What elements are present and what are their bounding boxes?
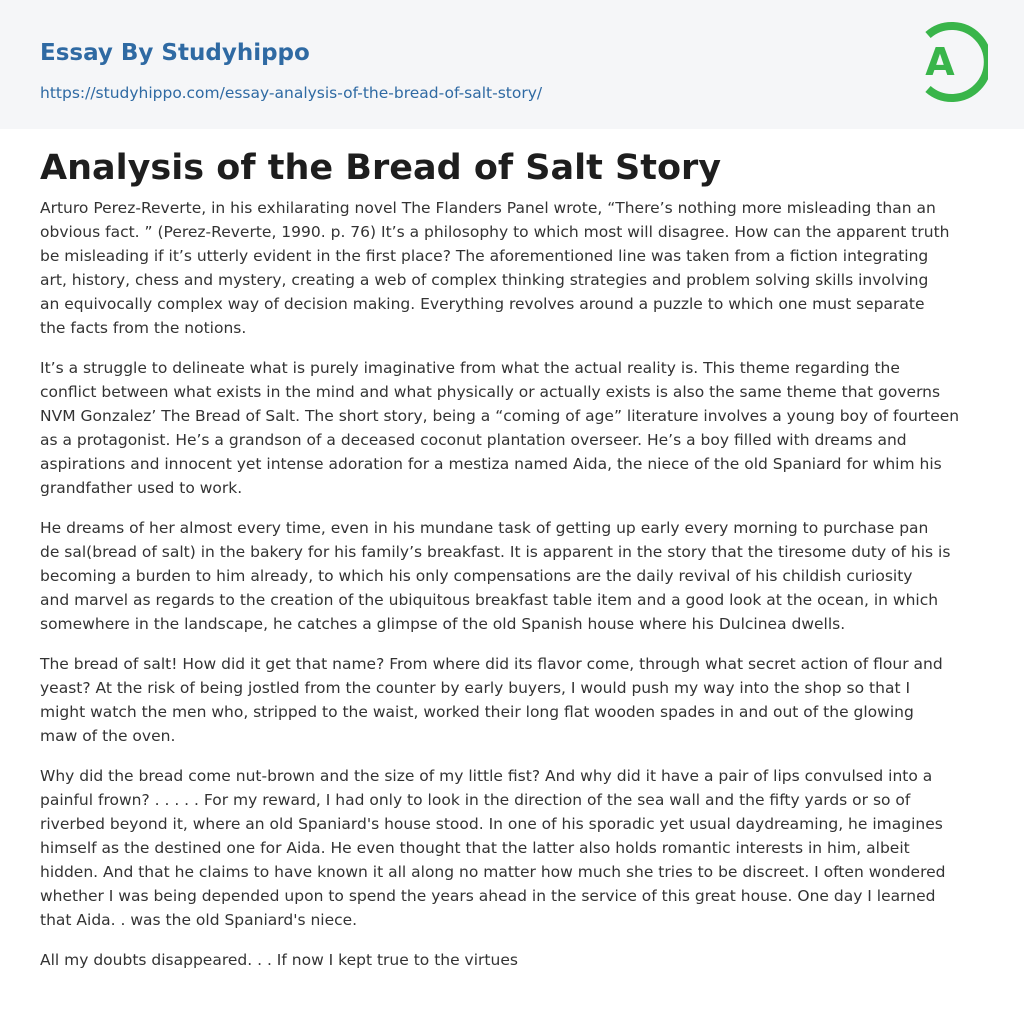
brand-title[interactable]: Essay By Studyhippo <box>40 40 310 66</box>
essay-paragraph <box>40 516 986 636</box>
essay-body <box>40 196 990 972</box>
paragraph-line: maw of the oven. <box>40 727 176 745</box>
paragraph-line: might watch the men who, stripped to the waist, worked their long flat wooden spades in and out of the glowing <box>40 703 914 721</box>
paragraph-line: grandfather used to work. <box>40 479 243 497</box>
essay-url-link[interactable]: https://studyhippo.com/essay-analysis-of-the-bread-of-salt-story/ <box>40 84 543 102</box>
site-header <box>0 0 1024 129</box>
essay-paragraph <box>40 948 986 972</box>
paragraph-line: All my doubts disappeared. . . If now I kept true to the virtues <box>40 951 518 969</box>
paragraph-line: be misleading if it’s utterly evident in the first place? The aforementioned line was taken from a fiction integrating <box>40 247 929 265</box>
paragraph-line: an equivocally complex way of decision making. Everything revolves around a puzzle to which one must separate <box>40 295 925 313</box>
paragraph-line: NVM Gonzalez’ The Bread of Salt. The short story, being a “coming of age” literature involves a young boy of fourteen <box>40 407 960 425</box>
paragraph-line: Arturo Perez-Reverte, in his exhilarating novel The Flanders Panel wrote, “There’s nothing more misleading than an <box>40 199 936 217</box>
paragraph-line: The bread of salt! How did it get that name? From where did its flavor come, through what secret action of flour and <box>40 655 943 673</box>
paragraph-line: obvious fact. ” (Perez-Reverte, 1990. p. 76) It’s a philosophy to which most will disagree. How can the apparent truth <box>40 223 950 241</box>
essay-paragraph <box>40 196 986 340</box>
paragraph-line: He dreams of her almost every time, even in his mundane task of getting up early every morning to purchase pan <box>40 519 929 537</box>
paragraph-line: hidden. And that he claims to have known it all along no matter how much she tries to be discreet. I often wondered <box>40 863 946 881</box>
paragraph-line: aspirations and innocent yet intense adoration for a mestiza named Aida, the niece of the old Spaniard for whim his <box>40 455 942 473</box>
paragraph-line: somewhere in the landscape, he catches a glimpse of the old Spanish house where his Dulcinea dwells. <box>40 615 846 633</box>
essay-paragraph <box>40 764 986 932</box>
paragraph-line: that Aida. . was the old Spaniard's niece. <box>40 911 358 929</box>
paragraph-line: conflict between what exists in the mind and what physically or actually exists is also the same theme that governs <box>40 383 941 401</box>
logo-letter: A <box>925 40 955 84</box>
paragraph-line: the facts from the notions. <box>40 319 247 337</box>
paragraph-line: himself as the destined one for Aida. He even thought that the latter also holds romantic interests in him, albeit <box>40 839 910 857</box>
paragraph-line: painful frown? . . . . . For my reward, I had only to look in the direction of the sea wall and the fifty yards or so of <box>40 791 911 809</box>
essay-paragraph <box>40 356 986 500</box>
paragraph-line: art, history, chess and mystery, creating a web of complex thinking strategies and problem solving skills involving <box>40 271 929 289</box>
paragraph-line: Why did the bread come nut-brown and the size of my little fist? And why did it have a pair of lips convulsed into a <box>40 767 933 785</box>
paragraph-line: as a protagonist. He’s a grandson of a deceased coconut plantation overseer. He’s a boy filled with dreams and <box>40 431 907 449</box>
paragraph-line: and marvel as regards to the creation of the ubiquitous breakfast table item and a good look at the ocean, in which <box>40 591 939 609</box>
paragraph-line: It’s a struggle to delineate what is purely imaginative from what the actual reality is. This theme regarding the <box>40 359 900 377</box>
paragraph-line: de sal(bread of salt) in the bakery for his family’s breakfast. It is apparent in the story that the tiresome duty of his is <box>40 543 951 561</box>
studyhippo-logo-icon[interactable] <box>908 18 988 106</box>
paragraph-line: becoming a burden to him already, to which his only compensations are the daily revival of his childish curiosity <box>40 567 913 585</box>
essay-paragraph <box>40 652 986 748</box>
paragraph-line: yeast? At the risk of being jostled from the counter by early buyers, I would push my way into the shop so that I <box>40 679 911 697</box>
page-title: Analysis of the Bread of Salt Story <box>40 148 722 188</box>
paragraph-line: riverbed beyond it, where an old Spaniard's house stood. In one of his sporadic yet usual daydreaming, he imagines <box>40 815 943 833</box>
essay-article <box>40 146 990 988</box>
paragraph-line: whether I was being depended upon to spend the years ahead in the service of this great house. One day I learned <box>40 887 936 905</box>
